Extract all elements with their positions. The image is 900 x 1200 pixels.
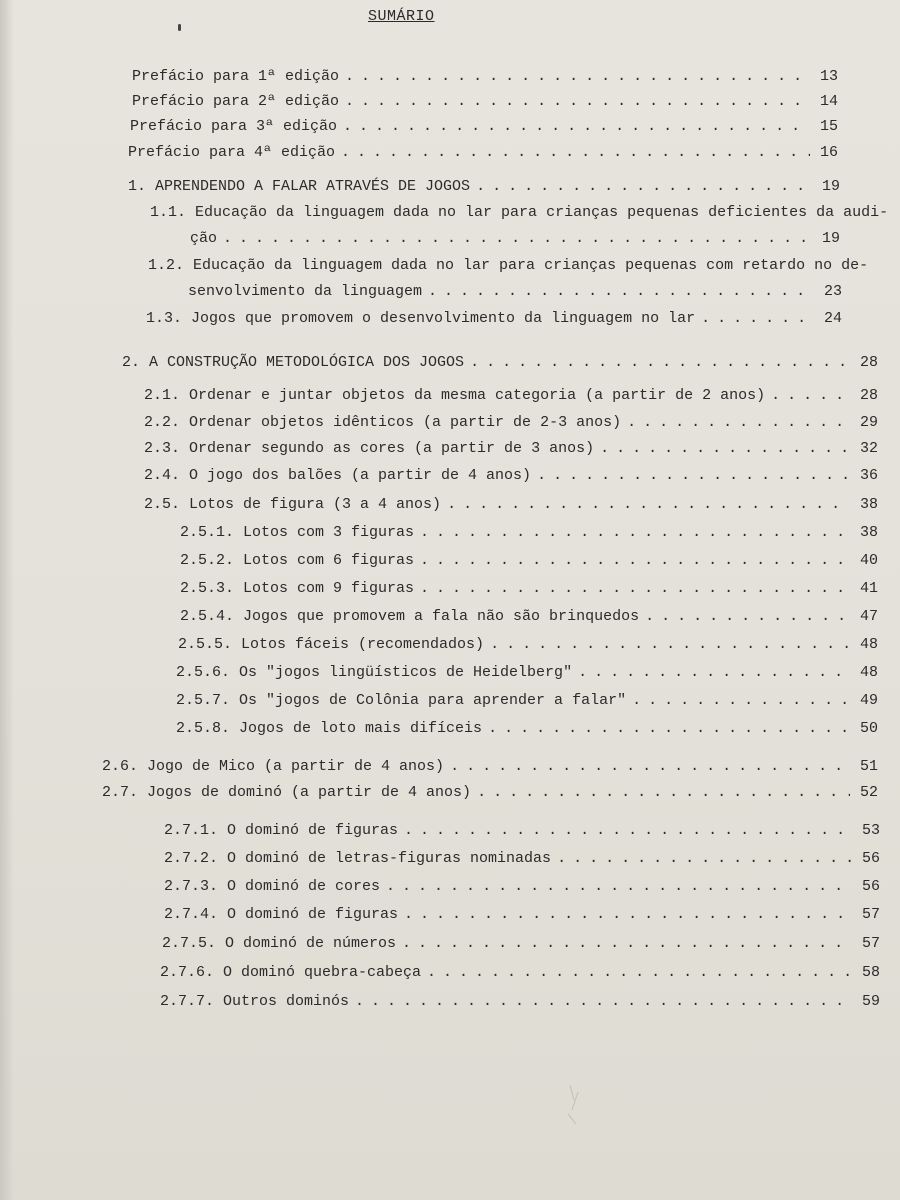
toc-entry-page: 28 <box>859 354 878 371</box>
toc-entry-page: 57 <box>861 906 880 923</box>
toc-entry <box>190 230 840 248</box>
toc-entry <box>144 496 878 514</box>
toc-entry-page: 29 <box>859 414 878 431</box>
toc-entry-label: 1.1. Educação da linguagem dada no lar para crianças pequenas deficientes da audi- <box>150 204 889 221</box>
leader-dots <box>477 784 850 802</box>
toc-entry-page: 48 <box>859 664 878 681</box>
toc-entry-label: 2.7. Jogos de dominó (a partir de 4 anos) <box>102 784 472 801</box>
leader-dots <box>223 230 812 248</box>
leader-dots <box>420 580 850 598</box>
toc-entry-page: 38 <box>859 524 878 541</box>
toc-entry-page: 14 <box>819 93 838 110</box>
toc-entry-page: 59 <box>861 993 880 1010</box>
leader-dots <box>420 552 850 570</box>
toc-entry-label: 2.7.5. O dominó de números <box>162 935 397 952</box>
toc-entry-label: 2.2. Ordenar objetos idênticos (a partir de 2-3 anos) <box>144 414 622 431</box>
toc-entry-page: 15 <box>819 118 838 135</box>
toc-entry-label: 2.3. Ordenar segundo as cores (a partir de 3 anos) <box>144 440 595 457</box>
toc-entry-page: 36 <box>859 467 878 484</box>
leader-dots <box>345 68 810 86</box>
toc-entry-label: senvolvimento da linguagem <box>188 283 423 300</box>
toc-entry-label: 1. APRENDENDO A FALAR ATRAVÉS DE JOGOS <box>128 178 471 195</box>
leader-dots <box>343 118 810 136</box>
toc-entry-label: 1.3. Jogos que promovem o desenvolvimento da linguagem no lar <box>146 310 696 327</box>
toc-entry <box>146 310 842 328</box>
leader-dots <box>488 720 850 738</box>
toc-entry-page: 28 <box>859 387 878 404</box>
toc-entry-label: Prefácio para 3ª edição <box>130 118 338 135</box>
toc-entry-page: 50 <box>859 720 878 737</box>
leader-dots <box>476 178 812 196</box>
toc-entry <box>176 692 878 710</box>
leader-dots <box>600 440 850 458</box>
toc-entry-page: 58 <box>861 964 880 981</box>
toc-entry-label: 2.5.3. Lotos com 9 figuras <box>180 580 415 597</box>
leader-dots <box>578 664 850 682</box>
toc-entry <box>160 993 880 1011</box>
toc-entry-label: 2.5.5. Lotos fáceis (recomendados) <box>178 636 485 653</box>
toc-entry-page: 41 <box>859 580 878 597</box>
leader-dots <box>557 850 852 868</box>
toc-entry-page: 48 <box>859 636 878 653</box>
toc-entry <box>102 784 878 802</box>
toc-entry-page: 49 <box>859 692 878 709</box>
toc-entry <box>144 467 878 485</box>
toc-entry-label: 1.2. Educação da linguagem dada no lar para crianças pequenas com retardo no de- <box>148 257 869 274</box>
toc-entry-page: 13 <box>819 68 838 85</box>
toc-entry-label: 2.1. Ordenar e juntar objetos da mesma categoria (a partir de 2 anos) <box>144 387 766 404</box>
leader-dots <box>404 906 852 924</box>
ink-mark <box>178 24 181 31</box>
toc-entry <box>180 552 878 570</box>
leader-dots <box>490 636 850 654</box>
page-edge-shadow <box>0 0 14 1200</box>
toc-entry-label: 2.5.1. Lotos com 3 figuras <box>180 524 415 541</box>
toc-entry <box>180 524 878 542</box>
toc-entry-label: 2.7.6. O dominó quebra-cabeça <box>160 964 422 981</box>
toc-entry-page: 57 <box>861 935 880 952</box>
toc-entry <box>132 68 838 86</box>
toc-entry-label: 2.5.6. Os "jogos lingüísticos de Heidelberg" <box>176 664 573 681</box>
toc-entry-label: 2.5.8. Jogos de loto mais difíceis <box>176 720 483 737</box>
toc-entry <box>164 906 880 924</box>
leader-dots <box>632 692 850 710</box>
toc-entry <box>102 758 878 776</box>
toc-entry-page: 40 <box>859 552 878 569</box>
toc-entry <box>164 878 880 896</box>
toc-entry-label: 2.5.2. Lotos com 6 figuras <box>180 552 415 569</box>
toc-entry <box>130 118 838 136</box>
toc-entry-label: 2.7.7. Outros dominós <box>160 993 350 1010</box>
leader-dots <box>450 758 850 776</box>
toc-entry <box>178 636 878 654</box>
leader-dots <box>645 608 850 626</box>
toc-entry <box>188 283 842 301</box>
toc-entry <box>128 178 840 196</box>
toc-entry <box>176 720 878 738</box>
leader-dots <box>701 310 814 328</box>
toc-entry-page: 38 <box>859 496 878 513</box>
toc-entry-label: Prefácio para 1ª edição <box>132 68 340 85</box>
leader-dots <box>428 283 814 301</box>
page-title: SUMÁRIO <box>368 8 435 25</box>
toc-entry-label: 2.5. Lotos de figura (3 a 4 anos) <box>144 496 442 513</box>
toc-entry <box>144 387 878 405</box>
toc-entry-label: 2.4. O jogo dos balões (a partir de 4 anos) <box>144 467 532 484</box>
toc-entry-page: 47 <box>859 608 878 625</box>
toc-entry-label: Prefácio para 4ª edição <box>128 144 336 161</box>
leader-dots <box>341 144 810 162</box>
toc-entry-page: 52 <box>859 784 878 801</box>
toc-entry <box>180 608 878 626</box>
toc-entry-page: 32 <box>859 440 878 457</box>
toc-entry-label: 2. A CONSTRUÇÃO METODOLÓGICA DOS JOGOS <box>122 354 465 371</box>
toc-entry-page: 24 <box>823 310 842 327</box>
toc-entry <box>162 935 880 953</box>
toc-entry <box>122 354 878 372</box>
leader-dots <box>537 467 850 485</box>
toc-entry-label: 2.7.1. O dominó de figuras <box>164 822 399 839</box>
leader-dots <box>627 414 850 432</box>
toc-entry <box>164 850 880 868</box>
leader-dots <box>404 822 852 840</box>
leader-dots <box>427 964 852 982</box>
toc-entry-label: 2.7.4. O dominó de figuras <box>164 906 399 923</box>
leader-dots <box>345 93 810 111</box>
toc-entry <box>164 822 880 840</box>
toc-entry <box>132 93 838 111</box>
leader-dots <box>420 524 850 542</box>
toc-entry-label: Prefácio para 2ª edição <box>132 93 340 110</box>
toc-entry <box>180 580 878 598</box>
toc-entry-page: 19 <box>821 178 840 195</box>
toc-entry <box>128 144 838 162</box>
toc-entry-label: 2.7.2. O dominó de letras-figuras nominadas <box>164 850 552 867</box>
toc-entry-page: 51 <box>859 758 878 775</box>
toc-entry <box>160 964 880 982</box>
leader-dots <box>402 935 852 953</box>
toc-entry-label: 2.7.3. O dominó de cores <box>164 878 381 895</box>
toc-entry-page: 56 <box>861 850 880 867</box>
toc-entry <box>176 664 878 682</box>
toc-entry <box>144 440 878 458</box>
toc-entry-page: 16 <box>819 144 838 161</box>
toc-entry-label: 2.5.4. Jogos que promovem a fala não são brinquedos <box>180 608 640 625</box>
toc-entry-label: ção <box>190 230 218 247</box>
leader-dots <box>447 496 850 514</box>
toc-entry-page: 53 <box>861 822 880 839</box>
toc-entry-page: 56 <box>861 878 880 895</box>
leader-dots <box>470 354 850 372</box>
leader-dots <box>386 878 852 896</box>
toc-entry-label: 2.5.7. Os "jogos de Colônia para aprender a falar" <box>176 692 627 709</box>
toc-entry-label: 2.6. Jogo de Mico (a partir de 4 anos) <box>102 758 445 775</box>
toc-entry <box>144 414 878 432</box>
leader-dots <box>771 387 850 405</box>
toc-entry-page: 19 <box>821 230 840 247</box>
paper-smudge <box>560 1080 590 1130</box>
leader-dots <box>355 993 852 1011</box>
toc-entry-page: 23 <box>823 283 842 300</box>
